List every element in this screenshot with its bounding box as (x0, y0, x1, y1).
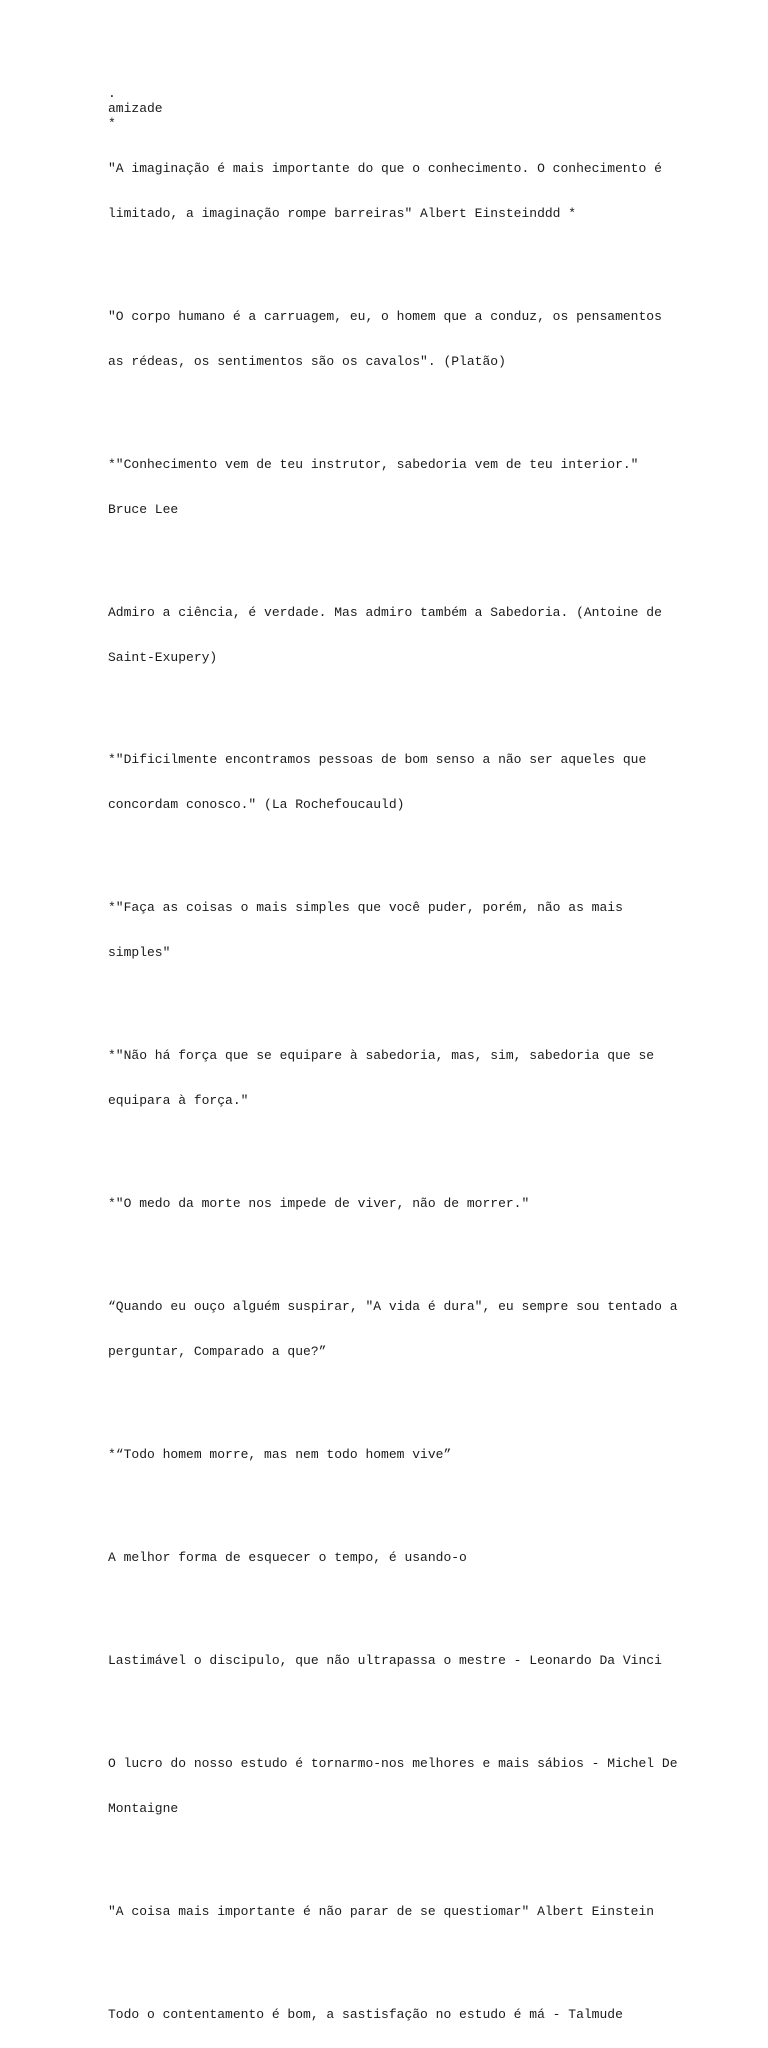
quote-line: as rédeas, os sentimentos são os cavalos". (Platão) (108, 354, 506, 369)
quote-line: *“Todo homem morre, mas nem todo homem vive” (108, 1447, 452, 1462)
quote-line: *"Faça as coisas o mais simples que você puder, porém, não as mais (108, 900, 623, 915)
quote-13 (108, 1726, 748, 1846)
header-dot: . (108, 86, 116, 101)
quote-15 (108, 1977, 748, 2048)
quote-line: Lastimável o discipulo, que não ultrapassa o mestre - Leonardo Da Vinci (108, 1653, 662, 1668)
document-body (108, 86, 748, 2048)
quote-line: Saint-Exupery) (108, 650, 218, 665)
quote-11 (108, 1520, 748, 1595)
quote-line: *"Não há força que se equipare à sabedoria, mas, sim, sabedoria que se (108, 1048, 655, 1063)
quote-line: "A imaginação é mais importante do que o conhecimento. O conhecimento é (108, 161, 662, 176)
quote-line: “Quando eu ouço alguém suspirar, "A vida é dura", eu sempre sou tentado a (108, 1299, 678, 1314)
quote-line: Montaigne (108, 1801, 179, 1816)
quote-6 (108, 870, 748, 990)
quote-1 (108, 131, 748, 251)
quote-line: Bruce Lee (108, 502, 179, 517)
quote-line: A melhor forma de esquecer o tempo, é usando-o (108, 1550, 467, 1565)
quote-line: equipara à força." (108, 1093, 249, 1108)
quote-line: concordam conosco." (La Rochefoucauld) (108, 797, 405, 812)
quote-line: "A coisa mais importante é não parar de se questiomar" Albert Einstein (108, 1904, 655, 1919)
quote-line: *"O medo da morte nos impede de viver, não de morrer." (108, 1196, 530, 1211)
quote-4 (108, 575, 748, 695)
document-title: amizade (108, 101, 163, 116)
quote-8 (108, 1166, 748, 1241)
quote-3 (108, 427, 748, 547)
quote-line: limitado, a imaginação rompe barreiras" Albert Einsteinddd * (108, 206, 577, 221)
quote-line: perguntar, Comparado a que?” (108, 1344, 327, 1359)
quote-line: Admiro a ciência, é verdade. Mas admiro também a Sabedoria. (Antoine de (108, 605, 662, 620)
header-star: * (108, 116, 116, 131)
quote-2 (108, 279, 748, 399)
quote-10 (108, 1417, 748, 1492)
quote-line: simples" (108, 945, 171, 960)
quote-line: Todo o contentamento é bom, a sastisfação no estudo é má - Talmude (108, 2007, 623, 2022)
quote-14 (108, 1874, 748, 1949)
quote-line: O lucro do nosso estudo é tornarmo-nos melhores e mais sábios - Michel De (108, 1756, 678, 1771)
quote-5 (108, 722, 748, 842)
quote-line: *"Dificilmente encontramos pessoas de bom senso a não ser aqueles que (108, 752, 647, 767)
quote-9 (108, 1269, 748, 1389)
quote-12 (108, 1623, 748, 1698)
quote-line: *"Conhecimento vem de teu instrutor, sabedoria vem de teu interior." (108, 457, 639, 472)
quote-7 (108, 1018, 748, 1138)
quote-line: "O corpo humano é a carruagem, eu, o homem que a conduz, os pensamentos (108, 309, 662, 324)
